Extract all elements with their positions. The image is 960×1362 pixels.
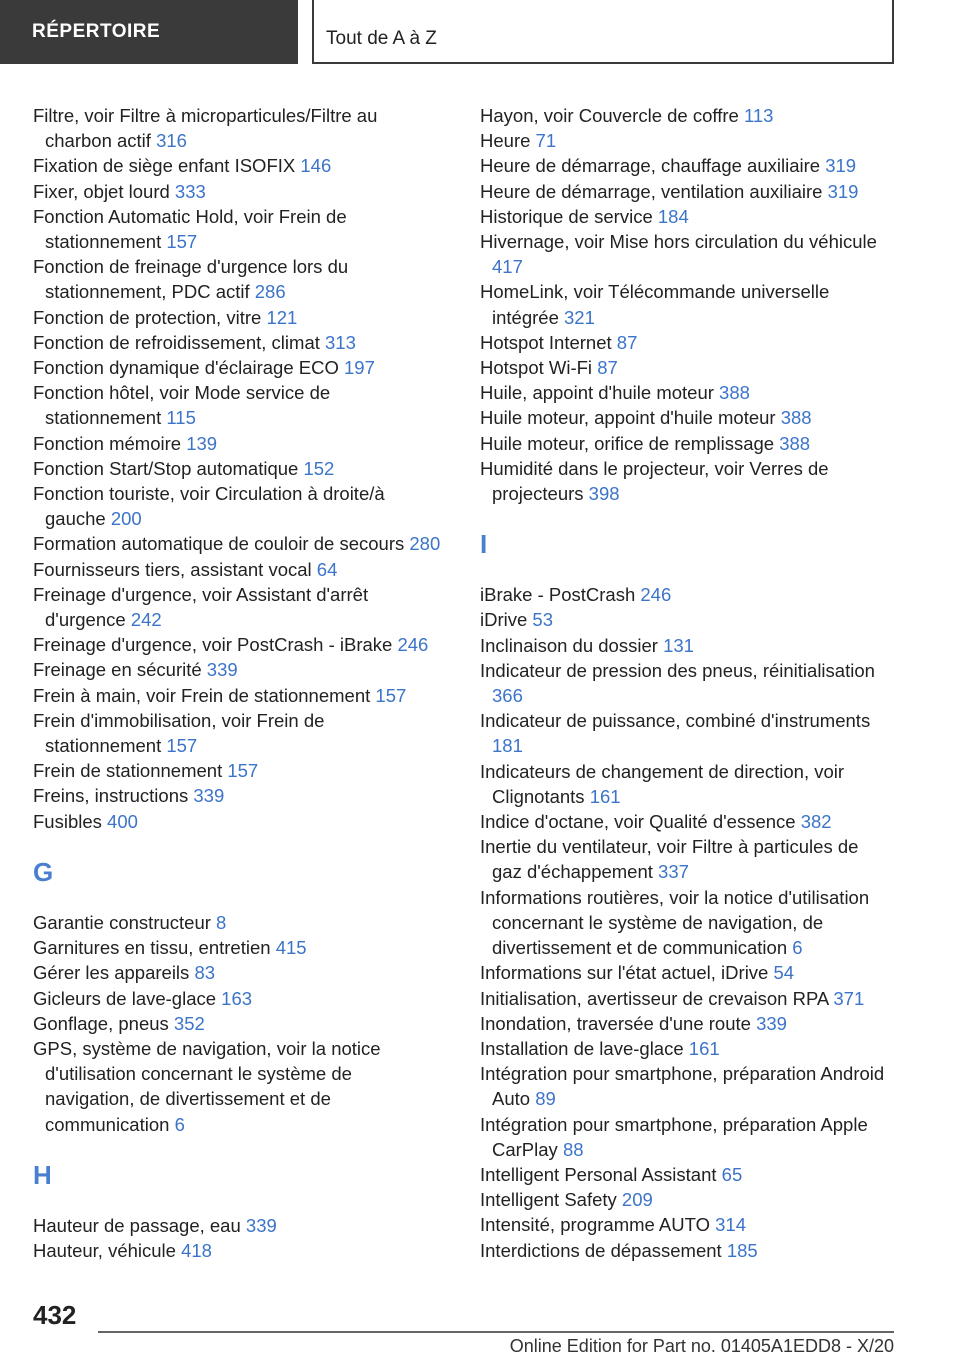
page-link[interactable]: 64: [316, 558, 338, 580]
index-entry-text: Fonction hôtel, voir Mode service de stationnement: [33, 382, 331, 429]
index-entry-text: Heure de démarrage, ventilation auxiliaire: [480, 180, 823, 202]
index-entry-text: Hivernage, voir Mise hors circulation du véhicule: [480, 231, 877, 253]
index-entry: [480, 153, 892, 178]
footer-divider: [98, 1331, 894, 1333]
index-entry-text: Frein à main, voir Frein de stationnement: [33, 684, 371, 706]
page-link[interactable]: 321: [564, 306, 595, 328]
index-entry-text: Fonction de protection, vitre: [33, 306, 262, 328]
index-entry: [480, 380, 892, 405]
page-link[interactable]: 6: [792, 937, 803, 959]
index-entry-text: Gérer les appareils: [33, 962, 190, 984]
page-link[interactable]: 157: [227, 760, 259, 782]
index-entry-text: Indicateur de puissance, combiné d'instruments: [480, 710, 871, 732]
index-entry-text: Hauteur de passage, eau: [33, 1214, 241, 1236]
index-entry: [33, 179, 443, 204]
page-link[interactable]: 184: [657, 205, 689, 227]
index-entry-text: iBrake - PostCrash: [480, 584, 636, 606]
index-entry-text: Indicateur de pression des pneus, réinitialisation: [480, 659, 875, 681]
index-entry-text: Inondation, traversée d'une route: [480, 1012, 751, 1034]
index-entry: [33, 481, 443, 531]
index-entry: [480, 1162, 892, 1187]
index-entry-text: Gicleurs de lave-glace: [33, 987, 217, 1009]
index-entry: [33, 986, 443, 1011]
index-entry: [480, 834, 892, 884]
page-link[interactable]: 352: [173, 1012, 205, 1034]
index-entry-text: Fonction touriste, voir Circulation à droite/à gauche: [33, 483, 385, 530]
index-entry-text: Formation automatique de couloir de secours: [33, 533, 405, 555]
index-entry: [33, 431, 443, 456]
index-entry-text: Indice d'octane, voir Qualité d'essence: [480, 811, 796, 833]
index-entry: [480, 405, 892, 430]
page-link[interactable]: 197: [344, 357, 375, 379]
index-entry-text: Heure de démarrage, chauffage auxiliaire: [480, 155, 821, 177]
index-entry-text: Huile, appoint d'huile moteur: [480, 382, 714, 404]
index-entry: [480, 1187, 892, 1212]
index-entry: [33, 657, 443, 682]
index-entry-text: Fonction dynamique d'éclairage ECO: [33, 357, 339, 379]
index-entry: [480, 229, 892, 279]
index-entry-text: Humidité dans le projecteur, voir Verres de projecteurs: [480, 457, 829, 505]
page-header: [0, 0, 960, 66]
page-link[interactable]: 121: [266, 306, 298, 328]
index-letter-heading: I: [480, 529, 488, 560]
index-entry: [33, 935, 443, 960]
index-letter-heading: H: [33, 1159, 52, 1190]
index-entry-text: Fusibles: [33, 810, 102, 832]
index-entry: [480, 633, 892, 658]
index-entry-text: Informations routières, voir la notice d'utilisation concernant le système de navigation, de divertissement et de communication: [480, 886, 870, 959]
page-link[interactable]: 313: [325, 331, 356, 353]
page-link[interactable]: 88: [562, 1138, 584, 1160]
index-entry-text: Inertie du ventilateur, voir Filtre à particules de gaz d'échappement: [480, 836, 859, 883]
index-entry-text: Inclinaison du dossier: [480, 634, 658, 656]
index-entry-text: Fonction Start/Stop automatique: [33, 457, 299, 479]
index-entry-text: Filtre, voir Filtre à microparticules/Filtre au charbon actif: [33, 105, 378, 152]
page-link[interactable]: 388: [779, 432, 811, 454]
index-column-right: [480, 103, 892, 1263]
index-entry: [33, 758, 443, 783]
page-link[interactable]: 53: [532, 609, 553, 631]
page-link[interactable]: 316: [156, 130, 187, 152]
index-entry: [33, 204, 443, 254]
index-entry: [480, 179, 892, 204]
index-entry: [33, 1011, 443, 1036]
index-entry-text: Intégration pour smartphone, préparation Android Auto: [480, 1063, 885, 1110]
page-link[interactable]: 337: [658, 861, 689, 883]
index-entry-text: GPS, système de navigation, voir la notice d'utilisation concernant le système de navigation, de divertissement et de communication: [33, 1037, 381, 1135]
page-link[interactable]: 339: [245, 1214, 277, 1236]
page-link[interactable]: 286: [254, 281, 286, 303]
page-link[interactable]: 161: [589, 785, 621, 807]
page-link[interactable]: 89: [535, 1088, 556, 1110]
index-entry-text: Freinage d'urgence, voir Assistant d'arrêt d'urgence: [33, 583, 369, 631]
page-link[interactable]: 161: [688, 1037, 720, 1059]
index-entry: [480, 1061, 892, 1111]
page-link[interactable]: 319: [825, 155, 857, 177]
index-entry: [480, 1036, 892, 1061]
index-entry-text: Indicateurs de changement de direction, voir Clignotants: [480, 760, 845, 807]
index-entry: [33, 330, 443, 355]
page-link[interactable]: 366: [492, 685, 523, 707]
section-tab: RÉPERTOIRE: [0, 0, 298, 64]
page-link[interactable]: 246: [640, 584, 672, 606]
index-entry-text: Informations sur l'état actuel, iDrive: [480, 962, 769, 984]
index-entry: [480, 986, 892, 1011]
page-link[interactable]: 87: [616, 331, 638, 353]
index-entry-text: Initialisation, avertisseur de crevaison RPA: [480, 987, 829, 1009]
index-entry: [480, 128, 892, 153]
index-entry: [480, 607, 892, 632]
page-link[interactable]: 415: [275, 937, 307, 959]
index-entry: [480, 330, 892, 355]
index-entry: [480, 1011, 892, 1036]
page-link[interactable]: 319: [827, 180, 859, 202]
page-link[interactable]: 400: [107, 810, 138, 832]
index-entry-text: Garantie constructeur: [33, 911, 211, 933]
page-link[interactable]: 157: [166, 231, 198, 253]
index-entry: [33, 557, 443, 582]
page-link[interactable]: 246: [397, 634, 429, 656]
page-link[interactable]: 6: [174, 1113, 185, 1135]
page-link[interactable]: 418: [181, 1239, 212, 1261]
index-entry-text: Freinage d'urgence, voir PostCrash - iBrake: [33, 634, 393, 656]
index-entry-text: Hotspot Internet: [480, 331, 612, 353]
index-entry: [33, 380, 443, 430]
index-entry-text: Fonction Automatic Hold, voir Frein de stationnement: [33, 205, 347, 253]
index-column-left: [33, 103, 443, 1263]
page-link[interactable]: 388: [780, 407, 812, 429]
index-entry-text: Frein d'immobilisation, voir Frein de stationnement: [33, 709, 325, 757]
index-entry: [480, 103, 892, 128]
index-entry-text: HomeLink, voir Télécommande universelle intégrée: [480, 281, 830, 328]
index-entry-text: Fonction mémoire: [33, 432, 182, 454]
index-entry: [33, 783, 443, 808]
index-entry: [480, 759, 892, 809]
index-entry-text: Garnitures en tissu, entretien: [33, 937, 271, 959]
page-link[interactable]: 157: [166, 735, 198, 757]
index-entry: [33, 1036, 443, 1137]
index-entry-text: Hauteur, véhicule: [33, 1239, 176, 1261]
index-entry: [33, 103, 443, 153]
page-link[interactable]: 417: [492, 256, 523, 278]
index-entry: [33, 632, 443, 657]
page-link[interactable]: 382: [800, 811, 832, 833]
index-entry-text: Freinage en sécurité: [33, 659, 202, 681]
index-entry: [480, 960, 892, 985]
page-link[interactable]: 339: [193, 785, 225, 807]
index-entry: [33, 809, 443, 834]
index-entry-text: Intelligent Personal Assistant: [480, 1163, 717, 1185]
index-entry: [480, 1238, 892, 1263]
index-entry-text: Intégration pour smartphone, préparation Apple CarPlay: [480, 1113, 868, 1160]
index-entry: [480, 582, 892, 607]
index-entry-text: Installation de lave-glace: [480, 1037, 684, 1059]
page-link[interactable]: 146: [300, 155, 332, 177]
page-link[interactable]: 8: [216, 911, 227, 933]
page-link[interactable]: 65: [721, 1163, 743, 1185]
index-entry: [480, 708, 892, 758]
footer-edition: Online Edition for Part no. 01405A1EDD8 - X/20: [509, 1336, 894, 1356]
index-entry: [33, 1213, 443, 1238]
page-link[interactable]: 339: [756, 1012, 787, 1034]
page-link[interactable]: 131: [663, 634, 694, 656]
chapter-title: Tout de A à Z: [312, 0, 894, 64]
page-link[interactable]: 185: [726, 1239, 758, 1261]
index-entry: [480, 355, 892, 380]
index-entry-text: Interdictions de dépassement: [480, 1239, 722, 1261]
index-entry: [33, 582, 443, 632]
index-entry-text: Heure: [480, 130, 531, 152]
page-link[interactable]: 152: [303, 457, 335, 479]
index-entry: [480, 1212, 892, 1237]
index-entry: [480, 1112, 892, 1162]
index-entry-text: Historique de service: [480, 205, 653, 227]
index-entry-text: Huile moteur, appoint d'huile moteur: [480, 407, 776, 429]
index-entry: [33, 708, 443, 758]
page-link[interactable]: 314: [715, 1214, 746, 1236]
index-entry-text: Fournisseurs tiers, assistant vocal: [33, 558, 312, 580]
index-entry: [33, 531, 443, 556]
index-entry-text: Huile moteur, orifice de remplissage: [480, 432, 775, 454]
page-link[interactable]: 333: [174, 180, 206, 202]
index-entry-text: Intensité, programme AUTO: [480, 1214, 710, 1236]
index-entry-text: Freins, instructions: [33, 785, 189, 807]
index-entry-text: iDrive: [480, 609, 528, 631]
index-entry: [480, 431, 892, 456]
page-link[interactable]: 181: [492, 735, 523, 757]
page-link[interactable]: 388: [719, 382, 750, 404]
page-link[interactable]: 113: [743, 105, 774, 126]
index-entry-text: Hotspot Wi-Fi: [480, 357, 593, 379]
index-entry: [33, 683, 443, 708]
page-link[interactable]: 242: [130, 609, 162, 631]
page-link[interactable]: 163: [221, 987, 253, 1009]
page-link[interactable]: 71: [535, 130, 557, 152]
index-entry: [480, 456, 892, 506]
index-entry: [33, 1238, 443, 1263]
page-link[interactable]: 115: [166, 407, 196, 429]
page-number: 432: [33, 1300, 77, 1330]
index-entry: [480, 658, 892, 708]
index-entry: [480, 204, 892, 229]
page-link[interactable]: 371: [833, 987, 865, 1009]
index-entry: [33, 960, 443, 985]
index-entry: [480, 279, 892, 329]
index-entry-text: Hayon, voir Couvercle de coffre: [480, 105, 739, 126]
index-entry: [33, 355, 443, 380]
page-link[interactable]: 200: [110, 508, 142, 530]
page-link[interactable]: 398: [588, 483, 620, 505]
page-link[interactable]: 87: [597, 357, 618, 379]
index-entry: [33, 456, 443, 481]
index-entry: [480, 885, 892, 961]
index-entry-text: Fonction de refroidissement, climat: [33, 331, 320, 353]
index-entry-text: Frein de stationnement: [33, 760, 223, 782]
page-link[interactable]: 139: [186, 432, 218, 454]
page-link[interactable]: 280: [409, 533, 441, 555]
index-entry: [33, 153, 443, 178]
page-link[interactable]: 209: [621, 1189, 653, 1211]
index-entry-text: Fixation de siège enfant ISOFIX: [33, 155, 296, 177]
page-link[interactable]: 157: [375, 684, 407, 706]
page-link[interactable]: 83: [194, 962, 216, 984]
index-entry-text: Fixer, objet lourd: [33, 180, 170, 202]
index-entry-text: Gonflage, pneus: [33, 1012, 169, 1034]
index-entry: [33, 910, 443, 935]
page-link[interactable]: 54: [773, 962, 795, 984]
index-letter-heading: G: [33, 856, 54, 887]
index-entry: [33, 305, 443, 330]
index-entry: [33, 254, 443, 304]
index-entry-text: Fonction de freinage d'urgence lors du stationnement, PDC actif: [33, 256, 349, 303]
page-link[interactable]: 339: [206, 659, 238, 681]
index-entry: [480, 809, 892, 834]
index-entry-text: Intelligent Safety: [480, 1189, 617, 1211]
